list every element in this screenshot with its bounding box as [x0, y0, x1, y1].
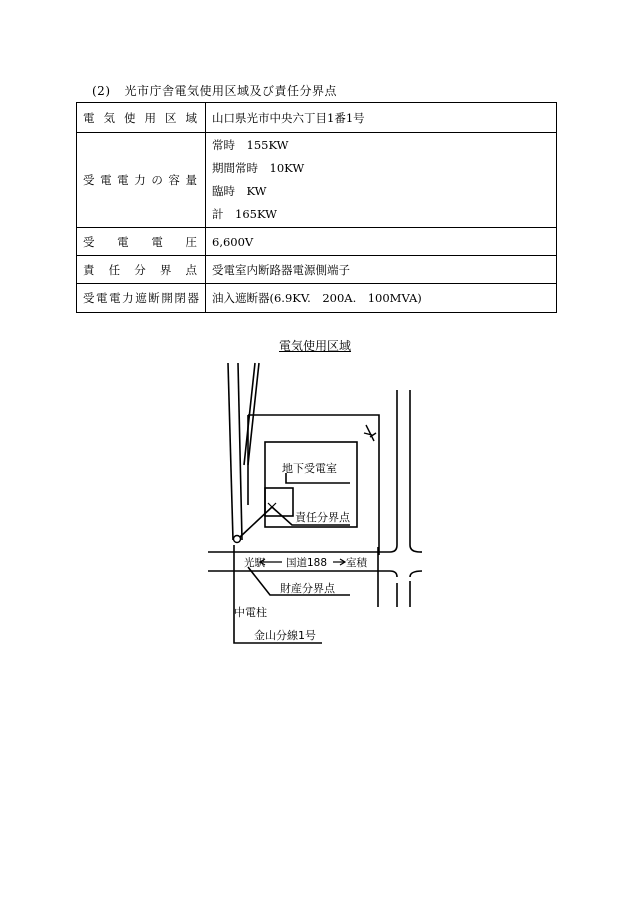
- corner-nw: [390, 545, 397, 552]
- label-capacity: 受電電力の容量: [77, 133, 206, 228]
- section-heading: [92, 82, 337, 99]
- service-line: [240, 507, 272, 537]
- site-map: [200, 355, 440, 655]
- label-property-point: 財産分界点: [280, 582, 335, 595]
- section-number: (2): [92, 84, 111, 98]
- label-breaker: 受電電力遮断開閉器: [77, 284, 206, 313]
- table-row-capacity: [77, 133, 557, 228]
- table-row-demarcation: [77, 256, 557, 284]
- label-substation: 地下受電室: [282, 462, 337, 475]
- table-row-area: [77, 103, 557, 133]
- specification-table: [76, 102, 557, 313]
- substation-room: [265, 488, 293, 516]
- label-feeder-line: 金山分線1号: [254, 629, 316, 642]
- capacity-seasonal: 期間常時 10KW: [212, 161, 305, 175]
- capacity-regular: 常時 155KW: [212, 138, 289, 152]
- corner-se: [410, 571, 422, 577]
- label-voltage: 受電電圧: [77, 228, 206, 256]
- label-route-188: 国道188: [286, 557, 328, 569]
- responsibility-point-mark: [268, 503, 276, 511]
- label-murozumi: 室積: [346, 557, 367, 569]
- diagram-title: 電気使用区域: [279, 339, 352, 353]
- value-voltage: 6,600V: [206, 228, 557, 256]
- label-responsibility-point: 責任分界点: [295, 511, 350, 524]
- table-row-breaker: [77, 284, 557, 313]
- road-left-outer: [228, 363, 233, 540]
- capacity-total: 計 165KW: [212, 207, 277, 221]
- label-hikari-station: 光駅: [244, 557, 265, 569]
- corner-sw: [390, 571, 397, 577]
- label-usage-area: 電気使用区域: [77, 103, 206, 133]
- utility-pole-icon: [234, 536, 241, 543]
- section-title: 光市庁舎電気使用区域及び責任分界点: [124, 84, 338, 98]
- value-capacity: [206, 133, 557, 228]
- label-demarcation: 責任分界点: [77, 256, 206, 284]
- value-breaker: 油入遮断器(6.9KV. 200A. 100MVA): [206, 284, 557, 313]
- corner-ne: [410, 545, 420, 552]
- label-utility-pole: 中電柱: [234, 606, 267, 619]
- capacity-temporary: 臨時 KW: [212, 184, 267, 198]
- site-boundary: [248, 415, 379, 555]
- value-usage-area: 山口県光市中央六丁目1番1号: [206, 103, 557, 133]
- table-row-voltage: [77, 228, 557, 256]
- road-left-inner: [238, 363, 242, 540]
- value-demarcation: 受電室内断路器電源側端子: [206, 256, 557, 284]
- north-arrow-icon: [364, 425, 376, 441]
